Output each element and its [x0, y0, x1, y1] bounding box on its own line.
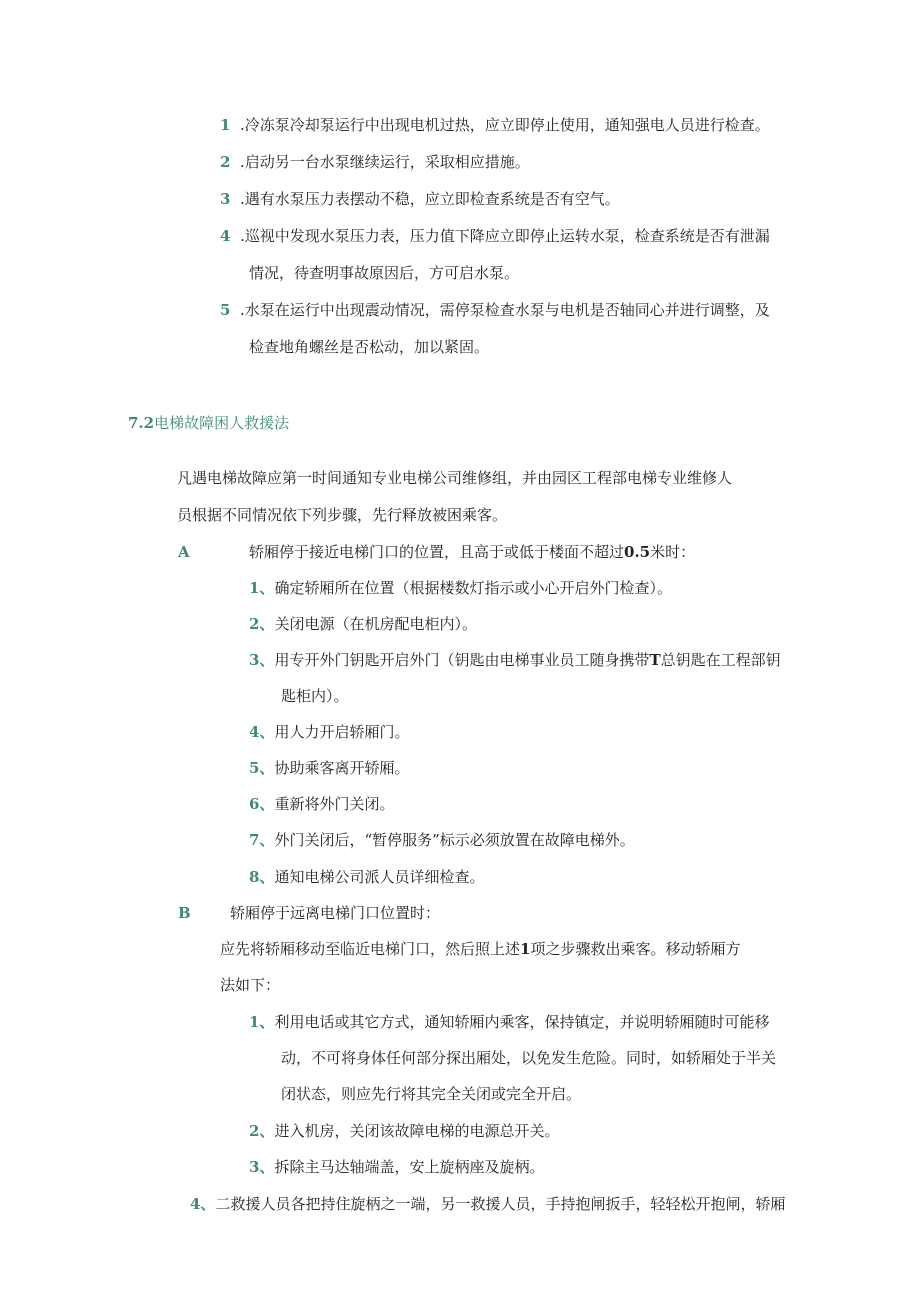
case-a-title-text: 轿厢停于接近电梯门口的位置，且高于或低于楼面不超过 [249, 543, 625, 561]
section-number: 7.2 [128, 414, 155, 432]
step-number: 2、 [249, 615, 275, 633]
step-continuation: 动，不可将身体任何部分探出厢处，以免发生危险。同时，如轿厢处于半关 [281, 1049, 777, 1067]
item-separator: . [240, 116, 245, 134]
step-text: 重新将外门关闭。 [274, 795, 395, 813]
case-b-description-cont: 法如下： [220, 976, 281, 994]
item-text: 水泵在运行中出现震动情况，需停泵检查水泵与电机是否轴同心并进行调整，及 [244, 301, 770, 319]
step-continuation: 匙柜内）。 [281, 687, 349, 705]
step-text: 利用电话或其它方式，通知轿厢内乘客，保持镇定，并说明轿厢随时可能移 [274, 1013, 770, 1031]
list-item [220, 303, 770, 318]
step-continuation: 闭状态，则应先行将其完全关闭或完全开启。 [281, 1085, 582, 1103]
step-number: 1、 [249, 1013, 275, 1031]
intro-line: 员根据不同情况依下列步骤，先行释放被困乘客。 [177, 506, 508, 524]
step-number: 3、 [249, 1158, 275, 1176]
step-text: 二救援人员各把持住旋柄之一端，另一救援人员，手持抱闸扳手，轻轻松开抱闸，轿厢 [215, 1195, 786, 1213]
step-item [249, 1124, 559, 1139]
step-number: 8、 [249, 868, 275, 886]
step-number: 7、 [249, 831, 275, 849]
step-item [249, 1160, 544, 1175]
step-item [249, 1015, 769, 1030]
step-number: 1、 [249, 579, 275, 597]
step-item [249, 870, 484, 885]
item-text: 巡视中发现水泵压力表，压力值下降应立即停止运转水泵，检查系统是否有泄漏 [244, 227, 770, 245]
step-text: 通知电梯公司派人员详细检查。 [274, 868, 485, 886]
step-text: 进入机房，关闭该故障电梯的电源总开关。 [274, 1122, 560, 1140]
step-item [249, 653, 781, 668]
step-text: 确定轿厢所在位置（根据楼数灯指示或小心开启外门检查）。 [274, 579, 672, 597]
step-text: 协助乘客离开轿厢。 [274, 759, 410, 777]
item-number: 1 [220, 116, 231, 134]
step-text-suffix: 总钥匙在工程部钥 [660, 651, 781, 669]
item-separator: . [240, 301, 245, 319]
list-item [220, 192, 620, 207]
case-b-desc-suffix: 项之步骤救出乘客。移动轿厢方 [530, 940, 741, 958]
item-text: 启动另一台水泵继续运行，采取相应措施。 [244, 153, 530, 171]
case-b-desc-bold: 1 [520, 940, 531, 958]
step-text: 外门关闭后，“暂停服务”标示必须放置在故障电梯外。 [274, 831, 635, 849]
item-number: 5 [220, 301, 231, 319]
item-continuation: 检查地角螺丝是否松动，加以紧固。 [249, 338, 490, 356]
step-item [249, 833, 635, 848]
item-text: 冷冻泵冷却泵运行中出现电机过热，应立即停止使用，通知强电人员进行检查。 [244, 116, 770, 134]
case-a-height-value: 0.5 [624, 543, 651, 561]
item-separator: . [240, 227, 245, 245]
step-item [249, 617, 477, 632]
case-b-desc-text: 应先将轿厢移动至临近电梯门口，然后照上述 [220, 940, 521, 958]
case-b-label: B [178, 904, 191, 922]
case-b-title: 轿厢停于远离电梯门口位置时： [230, 904, 441, 922]
step-number: 6、 [249, 795, 275, 813]
step-number: 3、 [249, 651, 275, 669]
intro-line: 凡遇电梯故障应第一时间通知专业电梯公司维修组，并由园区工程部电梯专业维修人 [177, 469, 733, 487]
case-a-title-suffix: 米时： [650, 543, 696, 561]
case-a-title [249, 545, 695, 560]
section-title: 电梯故障困人救援法 [154, 414, 290, 432]
list-item [220, 155, 530, 170]
item-number: 4 [220, 227, 231, 245]
step-text: 用人力开启轿厢门。 [274, 723, 410, 741]
item-text: 遇有水泵压力表摆动不稳，应立即检查系统是否有空气。 [244, 190, 620, 208]
step-text: 关闭电源（在机房配电柜内）。 [274, 615, 477, 633]
case-b-description [220, 942, 740, 957]
item-number: 3 [220, 190, 231, 208]
step-number: 4、 [249, 723, 275, 741]
step-number: 4、 [190, 1195, 216, 1213]
item-separator: . [240, 153, 245, 171]
list-item [220, 229, 770, 244]
step-item [249, 761, 409, 776]
step-text: 拆除主马达轴端盖，安上旋柄座及旋柄。 [274, 1158, 545, 1176]
item-continuation: 情况，待查明事故原因后，方可启水泵。 [249, 264, 520, 282]
step-number: 5、 [249, 759, 275, 777]
step-item [249, 797, 394, 812]
item-number: 2 [220, 153, 231, 171]
list-item [220, 118, 770, 133]
step-item [249, 581, 672, 596]
step-text: 用专开外门钥匙开启外门（钥匙由电梯事业员工随身携带 [274, 651, 650, 669]
step-number: 2、 [249, 1122, 275, 1140]
item-separator: . [240, 190, 245, 208]
case-a-label: A [178, 543, 190, 561]
step-item [249, 725, 409, 740]
section-heading [128, 416, 289, 431]
step-text-bold: T [649, 651, 661, 669]
step-item [190, 1197, 785, 1212]
